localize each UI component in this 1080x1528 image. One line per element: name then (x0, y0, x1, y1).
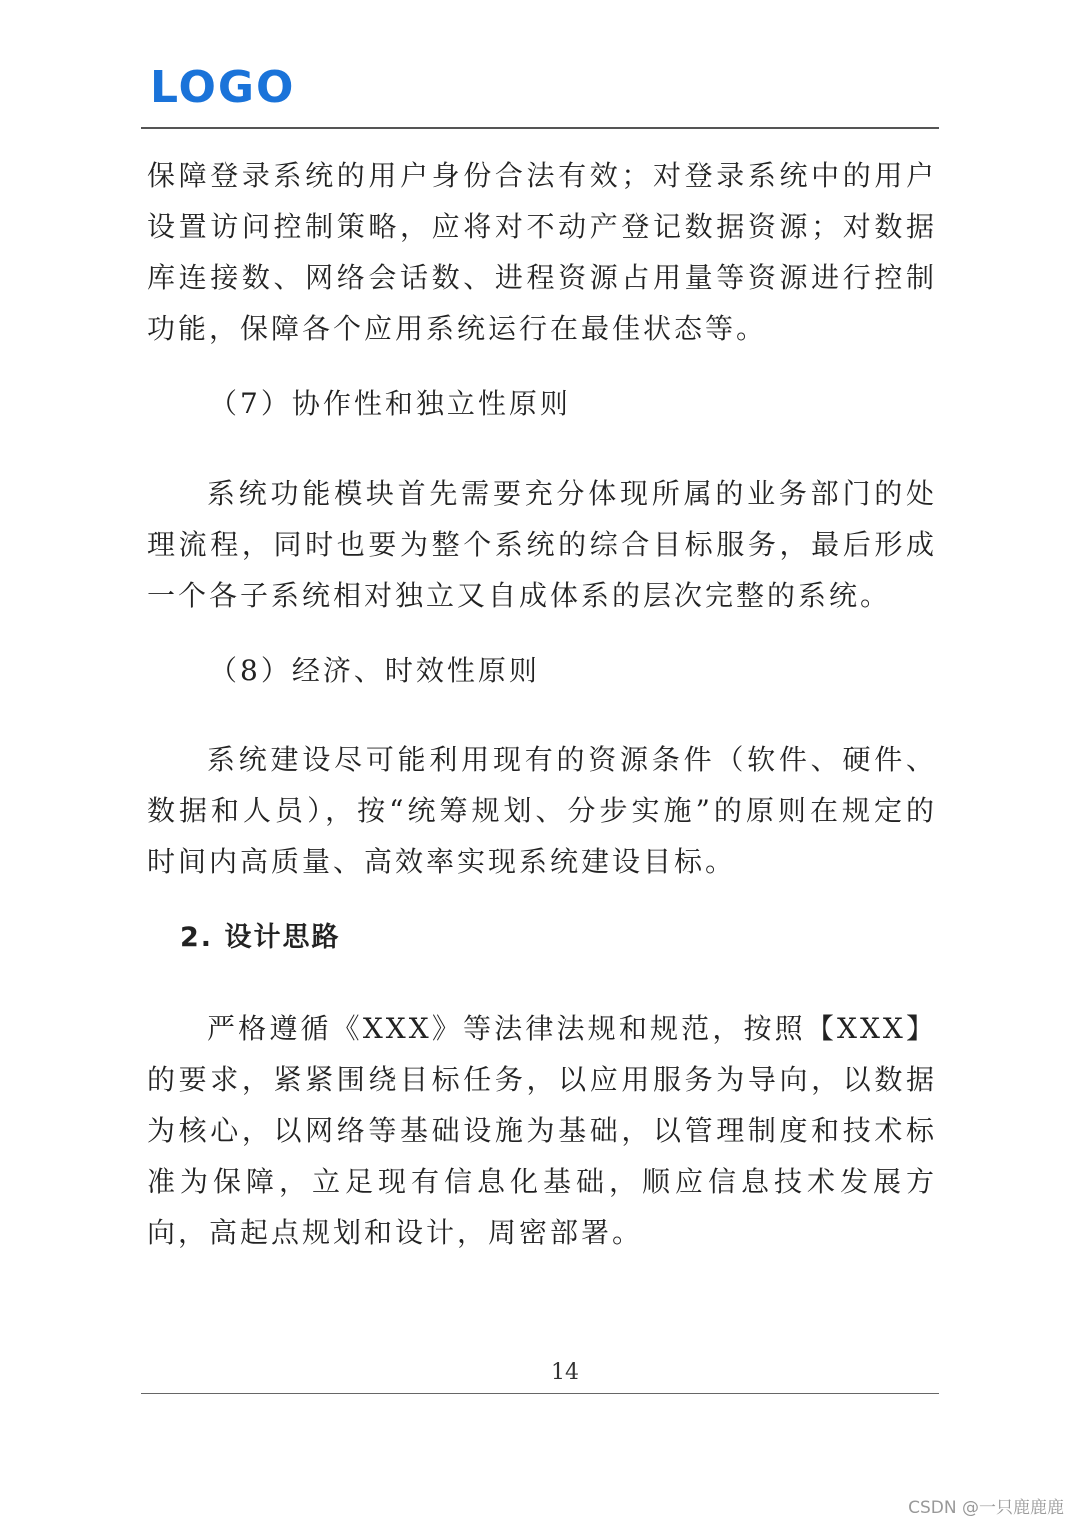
watermark: CSDN @一只鹿鹿鹿 (908, 1498, 1064, 1518)
paragraph-design-ideas: 严格遵循《XXX》等法律法规和规范，按照【XXX】的要求，紧紧围绕目标任务，以应用服务为导向，以数据为核心，以网络等基础设施为基础，以管理制度和技术标准为保障，立足现有信息化基础，顺应信息技术发展方向，高起点规划和设计，周密部署。 (147, 1012, 937, 1249)
paragraph-module-design: 系统功能模块首先需要充分体现所属的业务部门的处理流程，同时也要为整个系统的综合目标服务，最后形成一个各子系统相对独立又自成体系的层次完整的系统。 (147, 477, 937, 612)
page-number: 14 (551, 1360, 579, 1385)
footer-divider (141, 1393, 939, 1394)
paragraph-access-control: 保障登录系统的用户身份合法有效；对登录系统中的用户设置访问控制策略，应将对不动产登记数据资源；对数据库连接数、网络会话数、进程资源占用量等资源进行控制功能，保障各个应用系统运行在最佳状态等。 (147, 159, 937, 345)
paragraph-resource-usage: 系统建设尽可能利用现有的资源条件（软件、硬件、数据和人员），按“统筹规划、分步实施”的原则在规定的时间内高质量、高效率实现系统建设目标。 (147, 743, 937, 878)
heading-cooperation-independence: （7）协作性和独立性原则 (209, 387, 571, 420)
section-title-design-ideas: 2. 设计思路 (180, 922, 341, 953)
header-divider (141, 127, 939, 129)
heading-economy-timeliness: （8）经济、时效性原则 (209, 654, 540, 687)
logo: LOGO (150, 62, 296, 113)
